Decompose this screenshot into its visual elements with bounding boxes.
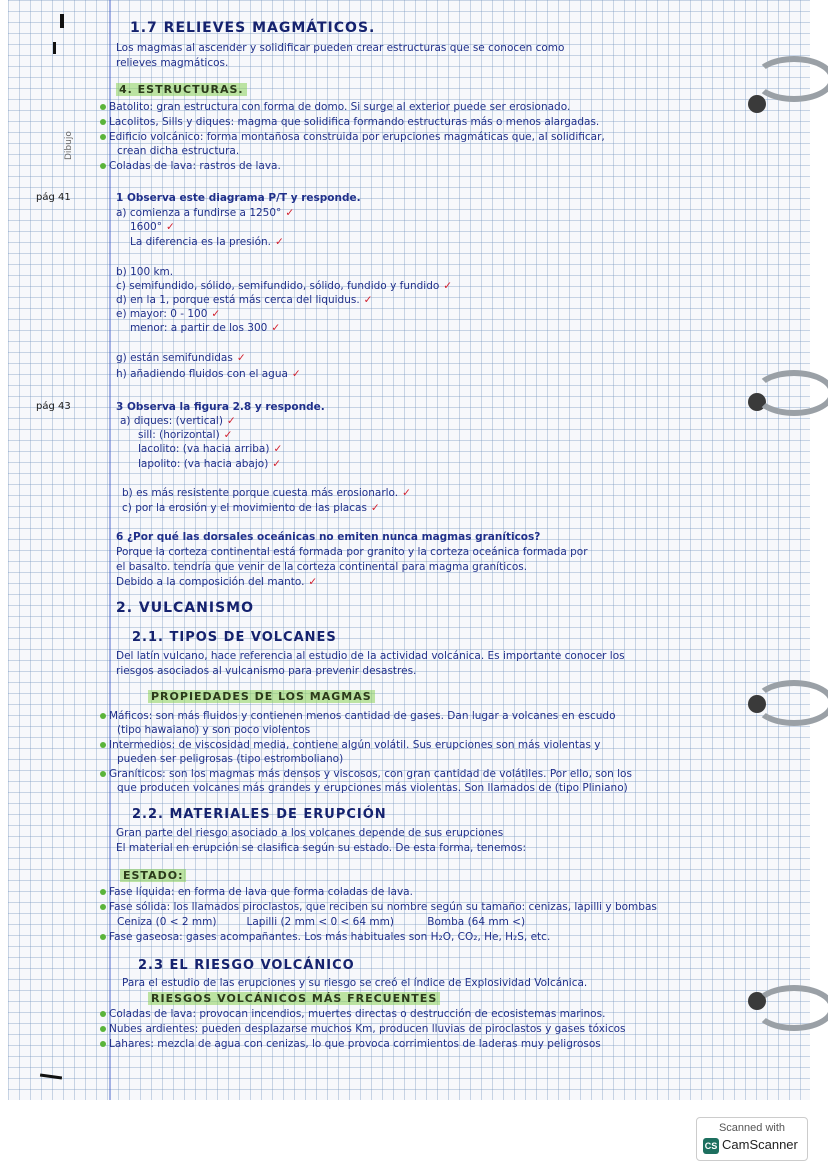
exercise-answer: Porque la corteza continental está formada por granito y la corteza oceánica formada por — [116, 546, 588, 558]
bullet-icon — [100, 742, 106, 748]
check-icon: ✓ — [211, 308, 221, 320]
exercise-answer: e) mayor: 0 - 100 ✓ — [116, 308, 221, 320]
bullet-icon — [100, 1026, 106, 1032]
riesgos-heading: RIESGOS VOLCÁNICOS MÁS FRECUENTES — [148, 992, 440, 1006]
estado-heading: ESTADO: — [120, 869, 186, 883]
exercise-answer: La diferencia es la presión. ✓ — [130, 236, 284, 248]
list-item: Fase líquida: en forma de lava que forma coladas de lava. — [100, 886, 413, 899]
section-title-materiales: 2.2. MATERIALES DE ERUPCIÓN — [132, 807, 387, 822]
section-title-tipos: 2.1. TIPOS DE VOLCANES — [132, 630, 337, 645]
list-item: Batolito: gran estructura con forma de domo. Si surge al exterior puede ser erosionado. — [100, 101, 570, 114]
check-icon: ✓ — [363, 294, 373, 306]
exercise-answer: c) por la erosión y el movimiento de las placas ✓ — [122, 502, 380, 514]
exercise-question: 6 ¿Por qué las dorsales oceánicas no emiten nunca magmas graníticos? — [116, 531, 541, 543]
side-note-dibujo: Dibujo — [64, 131, 74, 160]
list-item: Edificio volcánico: forma montañosa construida por erupciones magmáticas que, al solidificar, — [100, 131, 605, 144]
list-item: Lahares: mezcla de agua con cenizas, lo que provoca corrimientos de laderas muy peligrosos — [100, 1038, 601, 1051]
relieves-intro: Los magmas al ascender y solidificar pueden crear estructuras que se conocen como — [116, 42, 565, 54]
exercise-answer: g) están semifundidas ✓ — [116, 352, 246, 364]
tipos-intro: Del latín vulcano, hace referencia al estudio de la actividad volcánica. Es importante conocer los — [116, 650, 625, 662]
list-item: Coladas de lava: provocan incendios, muertes directas o destrucción de ecosistemas marinos. — [100, 1008, 605, 1021]
exercise-answer: sill: (horizontal) ✓ — [138, 429, 233, 441]
bullet-icon — [100, 904, 106, 910]
camscanner-logo-icon: CS — [703, 1138, 719, 1154]
bullet-icon — [100, 134, 106, 140]
relieves-intro: relieves magmáticos. — [116, 57, 229, 69]
exercise-question: 1 Observa este diagrama P/T y responde. — [116, 192, 361, 204]
check-icon: ✓ — [402, 487, 411, 499]
list-item: Coladas de lava: rastros de lava. — [100, 160, 281, 173]
riesgo-intro: Para el estudio de las erupciones y su riesgo se creó el índice de Explosividad Volcánica. — [122, 977, 588, 989]
bullet-icon — [100, 713, 106, 719]
check-icon: ✓ — [165, 221, 175, 233]
side-note-pag41: pág 41 — [36, 192, 71, 203]
list-item-continued: (tipo hawaiano) y son poco violentos — [117, 724, 311, 736]
list-item: Lacolitos, Sills y diques: magma que solidifica formando estructuras más o menos alargadas. — [100, 116, 599, 129]
exercise-answer: el basalto. tendría que venir de la corteza continental para magma graníticos. — [116, 561, 528, 573]
check-icon: ✓ — [370, 502, 380, 514]
bullet-icon — [100, 771, 106, 777]
check-icon: ✓ — [291, 368, 301, 380]
bullet-icon — [100, 1011, 106, 1017]
side-note-pag43: pág 43 — [36, 401, 71, 412]
exercise-answer: h) añadiendo fluidos con el agua ✓ — [116, 368, 301, 380]
exercise-answer: a) diques: (vertical) ✓ — [120, 415, 236, 427]
camscanner-watermark — [696, 1117, 808, 1161]
ink-mark — [60, 14, 64, 28]
list-item: Graníticos: son los magmas más densos y viscosos, con gran cantidad de volátiles. Por ello, son los — [100, 768, 632, 781]
section-title-vulcanismo: 2. VULCANISMO — [116, 600, 255, 616]
list-item: Máficos: son más fluidos y contienen menos cantidad de gases. Dan lugar a volcanes en escudo — [100, 710, 616, 723]
exercise-answer: d) en la 1, porque está más cerca del liquidus. ✓ — [116, 294, 373, 306]
check-icon: ✓ — [236, 352, 246, 364]
check-icon: ✓ — [443, 280, 453, 292]
check-icon: ✓ — [223, 429, 233, 441]
exercise-answer: menor: a partir de los 300 ✓ — [130, 322, 281, 334]
propiedades-heading: PROPIEDADES DE LOS MAGMAS — [148, 690, 375, 704]
check-icon: ✓ — [271, 322, 281, 334]
bullet-icon — [100, 934, 106, 940]
bullet-icon — [100, 889, 106, 895]
bullet-icon — [100, 1041, 106, 1047]
exercise-question: 3 Observa la figura 2.8 y responde. — [116, 401, 325, 413]
exercise-answer: c) semifundido, sólido, semifundido, sólido, fundido y fundido ✓ — [116, 280, 453, 292]
list-item: Nubes ardientes: pueden desplazarse muchos Km, producen lluvias de piroclastos y gases tóxicos — [100, 1023, 626, 1036]
bullet-icon — [100, 104, 106, 110]
ink-mark — [40, 1073, 62, 1079]
section-title-relieves: 1.7 RELIEVES MAGMÁTICOS. — [130, 20, 376, 36]
watermark-app-name: CamScanner — [722, 1137, 798, 1152]
exercise-answer: b) 100 km. — [116, 266, 174, 278]
exercise-answer: lapolito: (va hacia abajo) ✓ — [138, 458, 282, 470]
check-icon: ✓ — [285, 207, 295, 219]
ink-mark — [53, 42, 56, 54]
binder-ring — [753, 370, 828, 416]
binder-ring — [753, 56, 828, 102]
exercise-answer: lacolito: (va hacia arriba) ✓ — [138, 443, 283, 455]
check-icon: ✓ — [272, 458, 282, 470]
watermark-scanned-with: Scanned with — [718, 1122, 786, 1134]
estructuras-heading: 4. ESTRUCTURAS. — [116, 83, 247, 97]
tipos-intro: riesgos asociados al vulcanismo para prevenir desastres. — [116, 665, 417, 677]
exercise-answer: 1600° ✓ — [130, 221, 175, 233]
check-icon: ✓ — [226, 415, 236, 427]
list-item: Fase sólida: los llamados piroclastos, que reciben su nombre según su tamaño: cenizas, lapilli y bombas — [100, 901, 657, 914]
list-item: Intermedios: de viscosidad media, contiene algún volátil. Sus erupciones son más violentas y — [100, 739, 601, 752]
check-icon: ✓ — [275, 236, 284, 248]
list-item: Fase gaseosa: gases acompañantes. Los más habituales son H₂O, CO₂, He, H₂S, etc. — [100, 931, 550, 944]
section-title-riesgo: 2.3 EL RIESGO VOLCÁNICO — [138, 958, 355, 973]
binder-ring — [753, 680, 828, 726]
bullet-icon — [100, 163, 106, 169]
list-item-continued: Ceniza (0 < 2 mm) Lapilli (2 mm < 0 < 64 mm) Bomba (64 mm <) — [117, 916, 526, 928]
list-item-continued: pueden ser peligrosas (tipo estromboliano) — [117, 753, 344, 765]
exercise-answer: Debido a la composición del manto. ✓ — [116, 576, 318, 588]
check-icon: ✓ — [308, 576, 318, 588]
materiales-intro: Gran parte del riesgo asociado a los volcanes depende de sus erupciones — [116, 827, 504, 839]
list-item-continued: crean dicha estructura. — [117, 145, 240, 157]
materiales-intro: El material en erupción se clasifica según su estado. De esta forma, tenemos: — [116, 842, 527, 854]
notebook-page — [8, 0, 810, 1100]
punch-hole — [748, 95, 766, 113]
exercise-answer: b) es más resistente porque cuesta más erosionarlo. ✓ — [122, 487, 411, 499]
exercise-answer: a) comienza a fundirse a 1250° ✓ — [116, 207, 295, 219]
list-item-continued: que producen volcanes más grandes y erupciones más violentas. Son llamados de (tipo Pliniano) — [117, 782, 628, 794]
bullet-icon — [100, 119, 106, 125]
check-icon: ✓ — [273, 443, 283, 455]
binder-ring — [753, 985, 828, 1031]
